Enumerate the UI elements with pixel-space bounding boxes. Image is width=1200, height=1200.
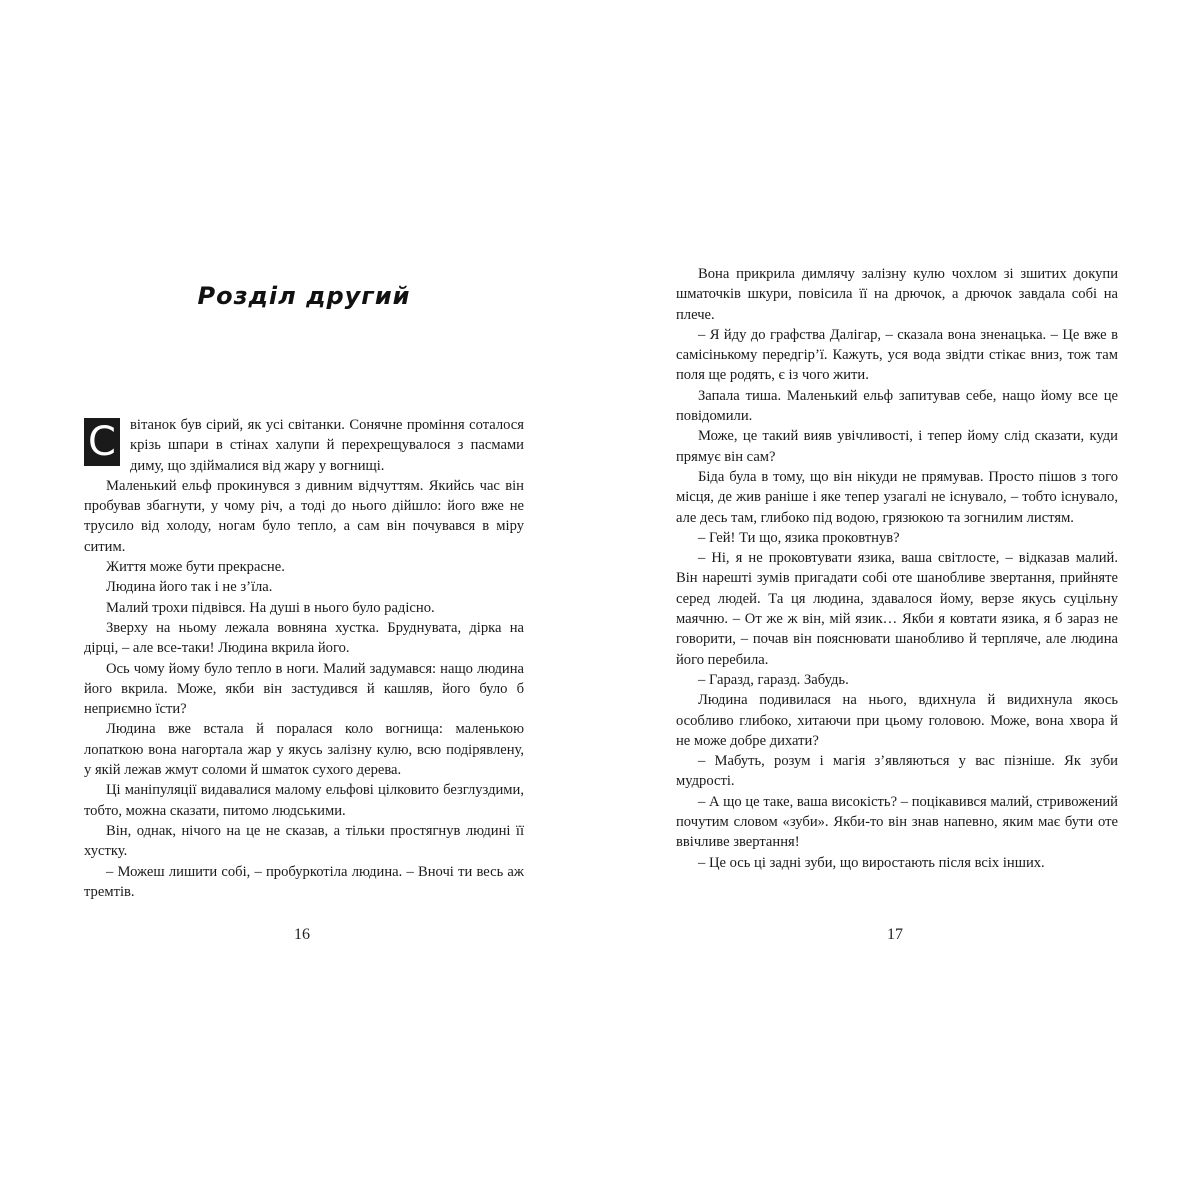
paragraph: Ці маніпуляції видавалися малому ельфові цілковито безглуздими, тобто, можна сказати, питомо людськими. <box>84 782 524 819</box>
paragraph: Людина подивилася на нього, вдихнула й видихнула якось особливо глибоко, хитаючи при цьому головою. Може, вона хвора й не може добре дихати? <box>676 692 1118 749</box>
paragraph: Запала тиша. Маленький ельф запитував себе, нащо йому все це повідомили. <box>676 387 1118 425</box>
paragraph: – Гаразд, гаразд. Забудь. <box>698 671 849 688</box>
paragraph: Біда була в тому, що він нікуди не прямував. Просто пішов з того місця, де жив раніше і яке тепер узагалі не існувало, – тобто існувало, але десь там, глибоко під водою, грязюкою та зогнилим листям. <box>676 468 1118 526</box>
paragraph: – Гей! Ти що, язика проковтнув? <box>698 529 900 546</box>
page-number-right: 17 <box>887 926 903 943</box>
paragraph: – Можеш лишити собі, – пробуркотіла людина. – Вночі ти весь аж тремтів. <box>84 863 524 900</box>
paragraph: – Мабуть, розум і магія з’являються у вас пізніше. Як зуби мудрості. <box>676 753 1118 790</box>
paragraph: Людина його так і не з’їла. <box>106 579 273 596</box>
paragraph: Життя може бути прекрасне. <box>106 559 285 576</box>
paragraph: Малий трохи підвівся. На душі в нього було радісно. <box>106 599 435 616</box>
paragraph: – Я йду до графства Далігар, – сказала вона зненацька. – Це вже в самісінькому передгір’ї. Кажуть, уся вода звідти стікає вниз, тож там поля ще родять, є із чого жити. <box>676 326 1118 384</box>
paragraph: – А що це таке, ваша високість? – поцікавився малий, стривожений почутим словом «зуби». Якби-то він знав напевно, яким має бути оте ввічливе звертання! <box>676 793 1118 851</box>
paragraph <box>84 415 524 476</box>
page-number-left: 16 <box>294 926 310 943</box>
drop-cap: С <box>84 418 120 466</box>
paragraph: – Це ось ці задні зуби, що виростають після всіх інших. <box>698 854 1045 871</box>
paragraph: – Ні, я не проковтувати язика, ваша світлосте, – відказав малий. Він нарешті зумів пригадати собі оте шанобливе звертання, прийняте серед людей. Та ця людина, здавалося йому, верзе якусь суцільну маячню. – От же ж він, мій язик… Якби я ковтати язика, я б зараз не говорити, – почав він пояснювати шанобливо й терпляче, але людина його перебила. <box>676 550 1118 668</box>
paragraph: Вона прикрила димлячу залізну кулю чохлом зі зшитих докупи шматочків шкури, повісила її на дрючок, а дрючок завдала собі на плече. <box>676 266 1118 323</box>
paragraph: Маленький ельф прокинувся з дивним відчуттям. Якийсь час він пробував збагнути, у чому річ, а тоді до нього дійшло: його вже не трусило від холоду, ногам було тепло, а сам він почувався в міру ситим. <box>84 477 524 555</box>
paragraph: Ось чому йому було тепло в ноги. Малий задумався: нащо людина його вкрила. Може, якби він застудився й кашляв, його було б неприємно їсти? <box>84 660 524 718</box>
paragraph: Зверху на ньому лежала вовняна хустка. Бруднувата, дірка на дірці, – але все-таки! Людина вкрила його. <box>84 619 524 657</box>
paragraph-text: вітанок був сірий, як усі світанки. Сонячне проміння соталося крізь шпари в стінах халупи й перехрещувалося з пасмами диму, що здіймалися від жару у вогнищі. <box>130 417 524 474</box>
right-page <box>676 0 1118 1200</box>
paragraph: Може, це такий вияв увічливості, і тепер йому слід сказати, куди прямує він сам? <box>676 428 1118 465</box>
paragraph: Він, однак, нічого на це не сказав, а тільки простягнув людині її хустку. <box>84 822 524 860</box>
paragraph: Людина вже встала й поралася коло вогнища: маленькою лопаткою вона нагортала жар у якусь залізну кулю, всю подірявлену, у якій лежав жмут соломи й шматок сухого дерева. <box>84 721 524 779</box>
chapter-title: Розділ другий <box>197 282 411 310</box>
left-page-text <box>84 415 524 902</box>
right-page-text <box>676 264 1118 873</box>
left-page <box>84 0 524 1200</box>
